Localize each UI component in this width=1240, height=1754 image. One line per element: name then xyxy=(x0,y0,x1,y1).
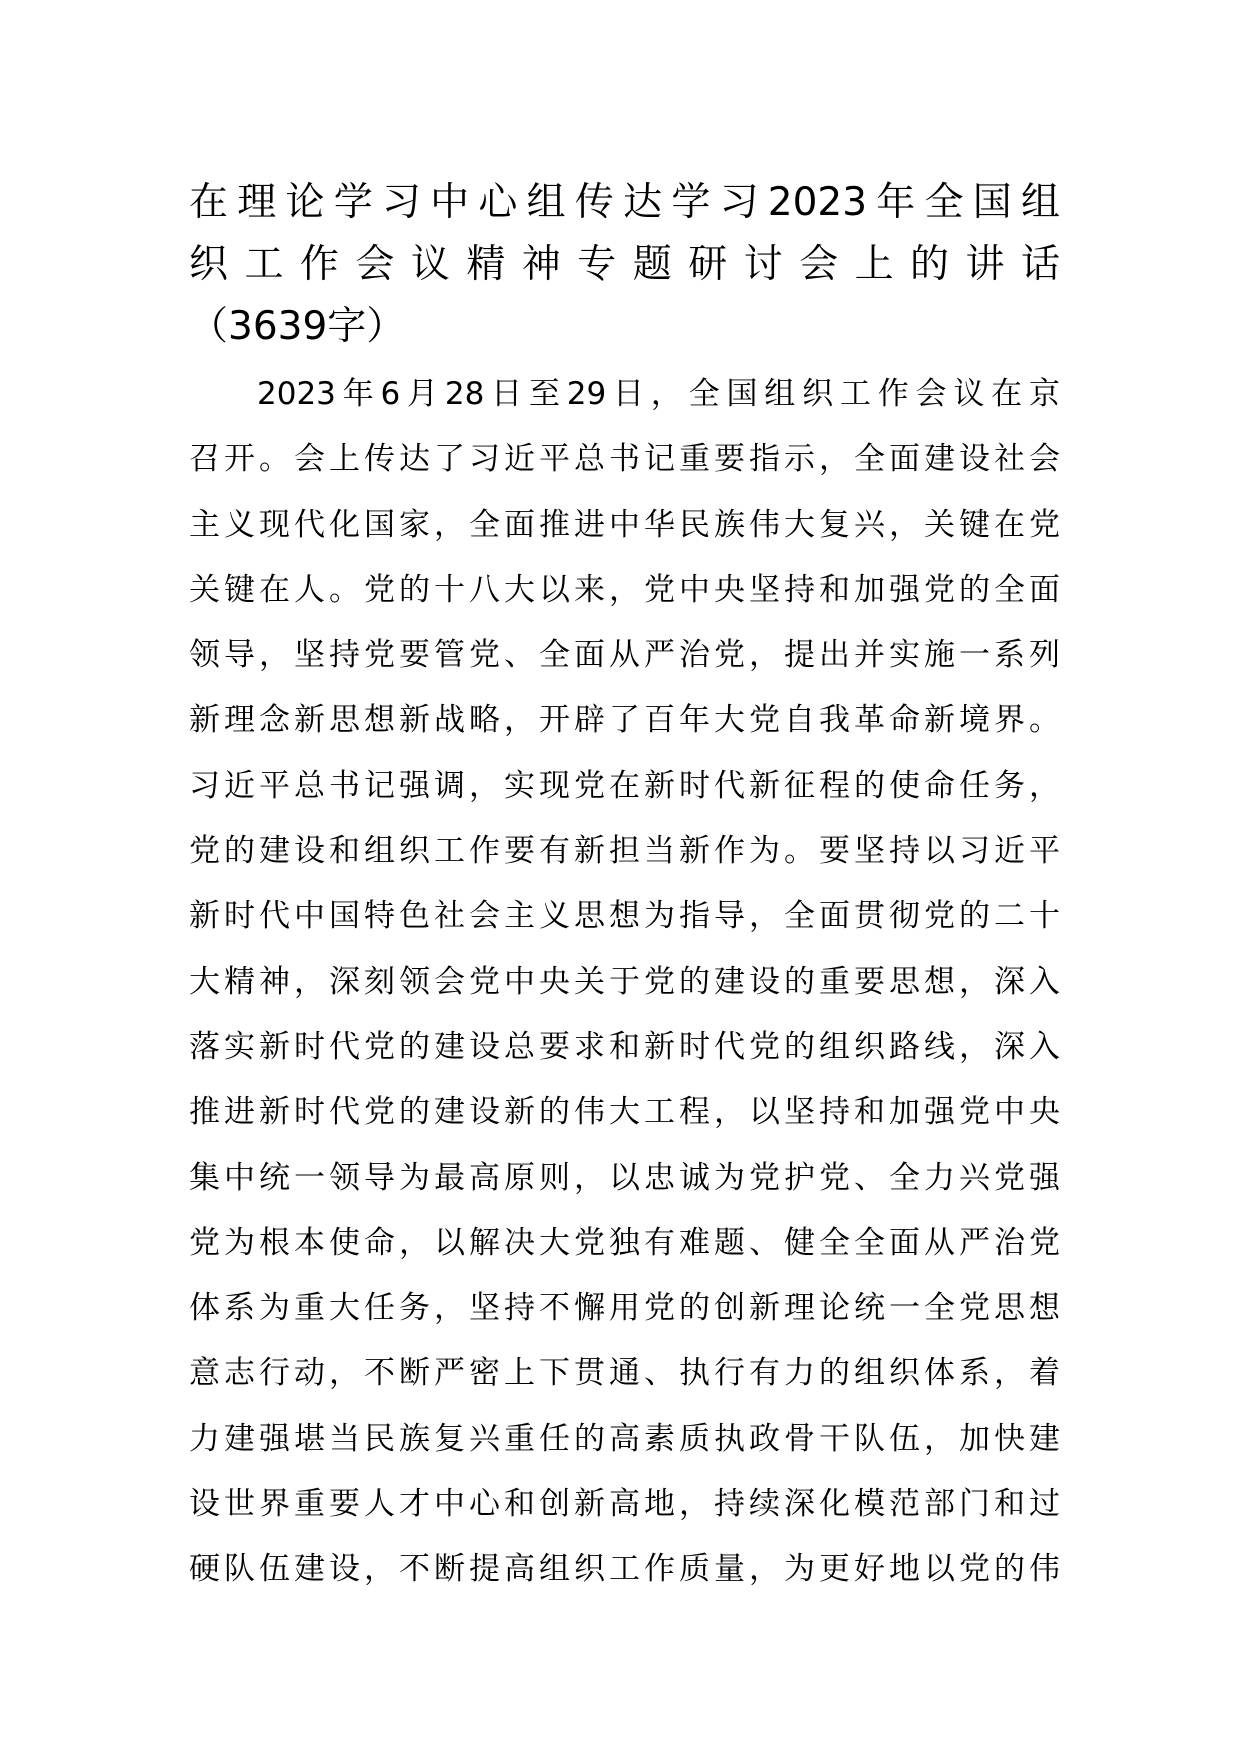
paragraph-line: 党为根本使命，以解决大党独有难题、健全全面从严治党 xyxy=(189,1224,1060,1261)
paragraph-line: 2023年6月28日至29日，全国组织工作会议在京 xyxy=(257,376,1060,412)
title-line: 织工作会议精神专题研讨会上的讲话 xyxy=(189,242,1060,287)
paragraph-line: 党的建设和组织工作要有新担当新作为。要坚持以习近平 xyxy=(189,833,1060,870)
paragraph-line: 领导，坚持党要管党、全面从严治党，提出并实施一系列 xyxy=(189,637,1060,674)
paragraph-line: 落实新时代党的建设总要求和新时代党的组织路线，深入 xyxy=(189,1028,1060,1065)
paragraph-line: 力建强堪当民族复兴重任的高素质执政骨干队伍，加快建 xyxy=(189,1420,1060,1457)
title-line: （3639字） xyxy=(189,304,406,349)
paragraph-line: 新理念新思想新战略，开辟了百年大党自我革命新境界。 xyxy=(189,702,1060,739)
paragraph-line: 新时代中国特色社会主义思想为指导，全面贯彻党的二十 xyxy=(189,898,1060,935)
title-line: 在理论学习中心组传达学习2023年全国组 xyxy=(189,180,1060,225)
paragraph-line: 意志行动，不断严密上下贯通、执行有力的组织体系，着 xyxy=(189,1355,1060,1392)
paragraph-line: 关键在人。党的十八大以来，党中央坚持和加强党的全面 xyxy=(189,571,1060,608)
document-title xyxy=(189,172,1060,358)
paragraph-line: 大精神，深刻领会党中央关于党的建设的重要思想，深入 xyxy=(189,963,1060,1000)
paragraph-line: 体系为重大任务，坚持不懈用党的创新理论统一全党思想 xyxy=(189,1290,1060,1327)
paragraph-line: 习近平总书记强调，实现党在新时代新征程的使命任务， xyxy=(189,767,1060,804)
paragraph-line: 硬队伍建设，不断提高组织工作质量，为更好地以党的伟 xyxy=(189,1551,1060,1588)
paragraph-line: 召开。会上传达了习近平总书记重要指示，全面建设社会 xyxy=(189,441,1060,478)
paragraph-line: 设世界重要人才中心和创新高地，持续深化模范部门和过 xyxy=(189,1486,1060,1523)
paragraph-line: 主义现代化国家，全面推进中华民族伟大复兴，关键在党 xyxy=(189,506,1060,543)
paragraph-line: 推进新时代党的建设新的伟大工程，以坚持和加强党中央 xyxy=(189,1094,1060,1131)
paragraph-line: 集中统一领导为最高原则，以忠诚为党护党、全力兴党强 xyxy=(189,1159,1060,1196)
document-body xyxy=(189,362,1060,1603)
